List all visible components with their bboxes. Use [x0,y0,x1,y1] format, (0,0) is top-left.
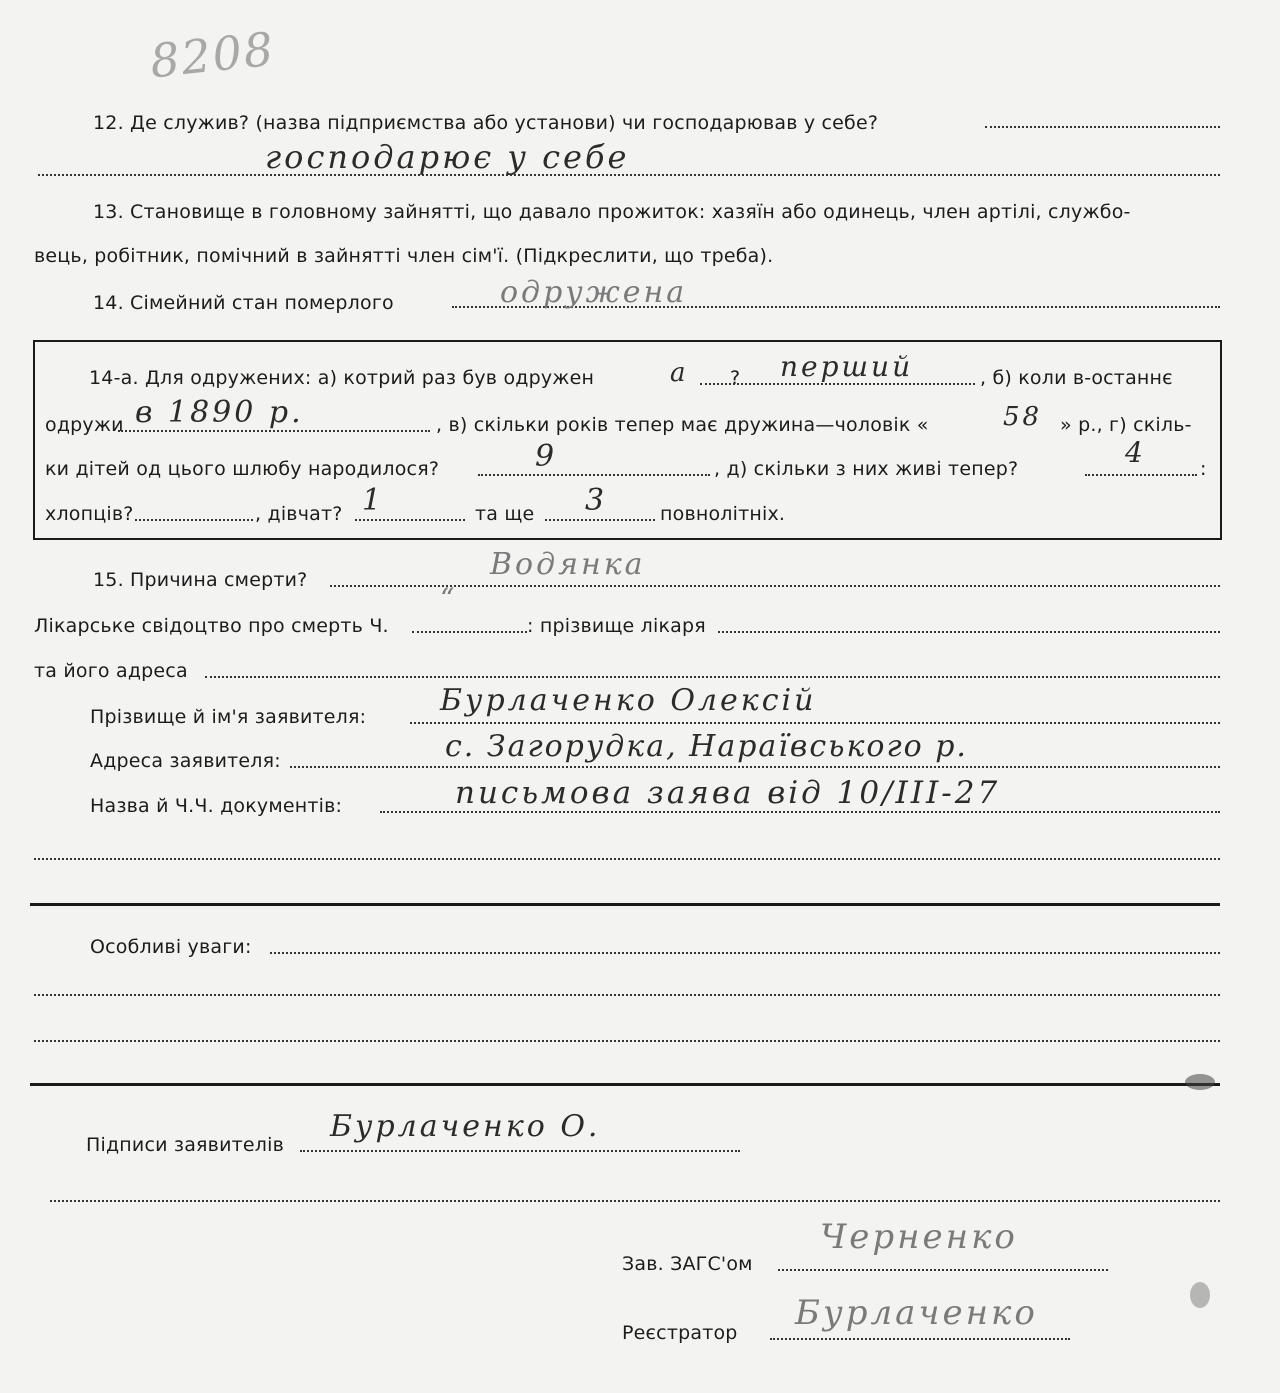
q14a-line1-label: 14-а. Для одружених: а) котрий раз був одружен [89,367,595,389]
applicant-addr: с. Загорудка, Нараївського р. [445,729,968,764]
applicant-name-label: Прізвище й ім'я заявителя: [90,706,367,728]
q14a-girls-label: , дівчат? [255,503,343,525]
q15-ditto: “ [440,582,458,615]
q12-label: 12. Де служив? (назва підприємства або установи) чи господарював у себе? [93,112,879,134]
q14a-born-dots [478,474,710,476]
q14a-adult-label: повнолітніх. [660,503,786,525]
q13-line2: вець, робітник, помічний в зайнятті член сім'ї. (Підкреслити, що треба). [34,245,774,267]
q12-line [985,126,1220,128]
applicant-sig-dots [300,1150,740,1152]
doc-label: Назва й Ч.Ч. документів: [90,795,343,817]
doctor-addr-dots [205,676,1220,678]
applicant-signature: Бурлаченко О. [330,1109,601,1144]
q14-label: 14. Сімейний стан померлого [93,292,394,314]
q14a-line1-tail: , б) коли в-останнє [980,367,1173,389]
q14a-line3-label: ки дітей од цього шлюбу народилося? [45,458,440,480]
q14a-line3-mid: , д) скільки з них живі тепер? [714,458,1019,480]
q13-line1: 13. Становище в головному зайнятті, що давало прожиток: хазяїн або одинець, член артілі, службо- [93,201,1131,223]
q14a-line2-label: одружи [45,414,124,436]
q14a-adult: 3 [585,483,608,518]
q14a-year: в 1890 р. [135,395,304,430]
q15-answer: Водянка [490,547,646,582]
cert-dots [412,631,527,633]
applicant-name-dots [410,722,1220,724]
q14a-line2-tail: » р., г) скіль- [1060,414,1192,436]
q14a-girls: 1 [362,483,385,518]
q14a-girls-dots [355,519,465,521]
doc-value: письмова заява від 10/III-27 [455,775,1001,811]
q14-answer: одружена [500,275,688,310]
notes-dots-3 [34,1040,1220,1042]
doctor-label: : прізвище лікаря [527,615,706,637]
section-rule-1 [30,903,1220,906]
zags-head-dots [778,1269,1108,1271]
q12-answer-line [38,174,1220,176]
q14a-suffix: а [670,358,689,388]
notes-label: Особливі уваги: [90,936,252,958]
archive-number: 8208 [147,21,278,89]
cert-label: Лікарське свідоцтво про смерть Ч. [34,615,389,637]
sig-extra-dots [50,1200,1220,1202]
q15-line [330,585,1220,587]
q12-answer: господарює у себе [265,138,630,176]
registrar-label: Реєстратор [622,1322,738,1344]
doc-dots [380,811,1220,813]
q14a-year-dots [118,430,430,432]
ink-smudge-2 [1190,1282,1210,1308]
q14a-boys-label: хлопців? [45,503,134,525]
q14a-alive: 4 [1125,436,1146,469]
section-rule-2 [30,1083,1220,1086]
registrar-signature: Бурлаченко [795,1293,1038,1333]
extra-dots-1 [34,858,1220,860]
q14a-qmark: ? [730,367,741,389]
ink-smudge [1185,1074,1215,1090]
zags-head-signature: Черненко [820,1217,1018,1257]
applicant-name: Бурлаченко Олексій [440,683,817,718]
applicant-addr-label: Адреса заявителя: [90,750,281,772]
q14a-line3-tail: : [1200,458,1207,480]
q14a-first: перший [780,350,914,383]
q14a-born: 9 [535,439,558,474]
notes-dots-1 [270,952,1220,954]
q14a-adult-dots [545,519,655,521]
zags-head-label: Зав. ЗАГС'ом [622,1253,753,1275]
doctor-addr-label: та його адреса [34,660,188,682]
q14a-boys-dots [135,519,253,521]
registrar-dots [770,1338,1070,1340]
q14a-line2-mid: , в) скільки років тепер має дружина—чоловік « [436,414,929,436]
q15-label: 15. Причина смерти? [93,569,308,591]
applicant-addr-dots [290,766,1220,768]
q14a-age: 58 [1003,402,1043,432]
doctor-dots [718,631,1220,633]
q14a-more-label: та ще [475,503,535,525]
q14a-alive-dots [1085,474,1197,476]
notes-dots-2 [34,994,1220,996]
applicant-sig-label: Підписи заявителів [86,1134,285,1156]
